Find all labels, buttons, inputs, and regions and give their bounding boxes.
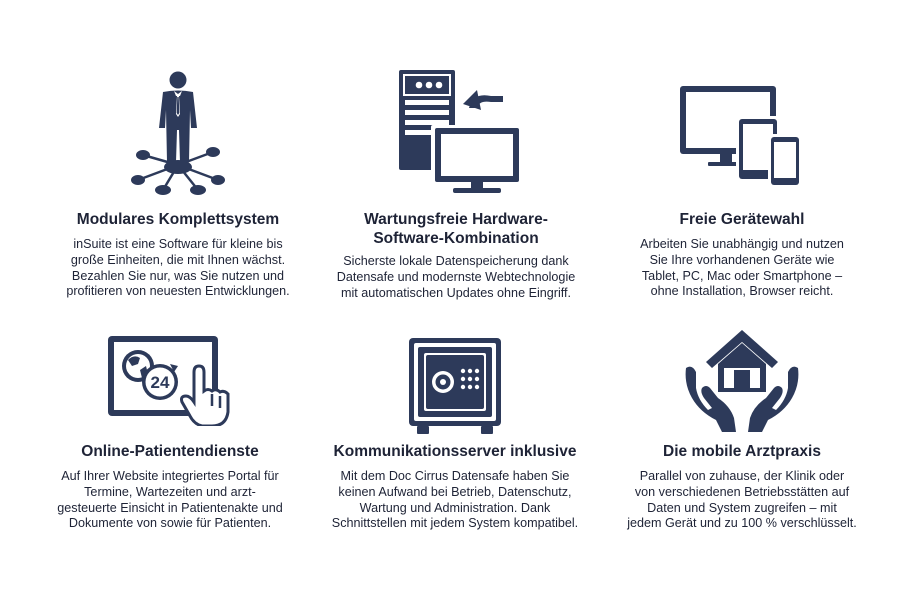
touchscreen-24h-icon	[20, 336, 320, 426]
feature-description: Auf Ihrer Website integriertes Portal für Termine, Wartezeiten und arzt- gesteuerte Einsicht in Patientenakte und Dokumente von sowie für Patienten.	[57, 469, 283, 531]
feature-title: Wartungsfreie Hardware- Software-Kombination	[364, 211, 548, 247]
feature-description: inSuite ist eine Software für kleine bis große Einheiten, die mit Ihnen wächst. Bezahlen Sie nur, was Sie nutzen und profitieren von neuesten Entwicklungen.	[66, 237, 290, 299]
feature-title: Freie Gerätewahl	[679, 211, 805, 228]
safe-icon	[305, 338, 605, 436]
feature-description: Mit dem Doc Cirrus Datensafe haben Sie keinen Aufwand bei Betrieb, Datenschutz, Wartung und Administration. Dank Schnittstellen mit jedem System kompatibel.	[331, 469, 579, 531]
feature-description: Sicherste lokale Datenspeicherung dank Datensafe und modernste Webtechnologie mit automatischen Updates ohne Eingriff.	[336, 254, 576, 300]
feature-description: Arbeiten Sie unabhängig und nutzen Sie Ihre vorhandenen Geräte wie Tablet, PC, Mac oder Smartphone – ohne Installation, Browser reicht.	[640, 237, 844, 299]
feature-title: Kommunikationsserver inklusive	[333, 443, 577, 460]
devices-icon	[592, 86, 892, 188]
clock-24-label: 24	[150, 373, 169, 392]
feature-title: Online-Patientendienste	[81, 443, 259, 460]
feature-title: Modulares Komplettsystem	[76, 211, 280, 228]
house-hands-icon	[592, 328, 892, 434]
person-network-icon	[28, 70, 328, 195]
server-monitor-sync-icon	[306, 70, 606, 195]
feature-description: Parallel von zuhause, der Klinik oder von verschiedenen Betriebsstätten auf Daten und System zugreifen – mit jedem Gerät und zu 100 % verschlüsselt.	[627, 469, 857, 531]
feature-title: Die mobile Arztpraxis	[663, 443, 821, 460]
